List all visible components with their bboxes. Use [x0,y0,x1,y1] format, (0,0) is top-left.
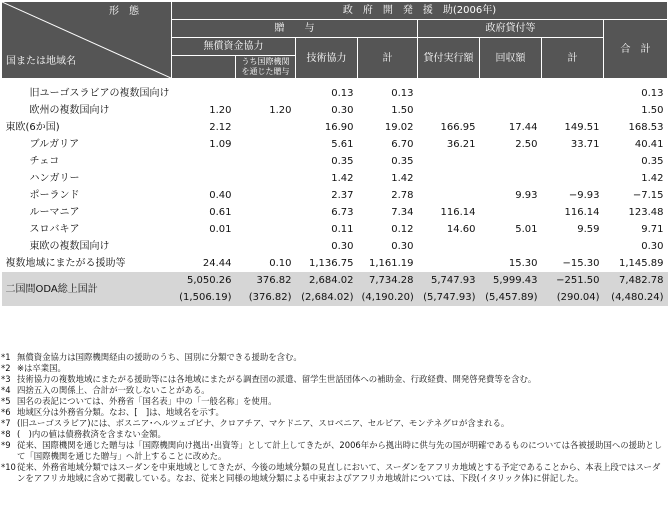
region-label: 国または地域名 [6,56,76,67]
total-cell: (4,190.20) [358,289,418,306]
table-cell: 5.61 [296,136,358,153]
table-cell: 0.13 [358,85,418,102]
table-cell: 2.12 [172,119,236,136]
total-cell: 7,482.78 [604,272,668,289]
table-cell [236,85,296,102]
table-cell [542,170,604,187]
loan-group-header: 政府貸付等 [418,20,604,38]
table-row [2,153,668,170]
row-label: 旧ユーゴスラビアの複数国向け [2,85,172,102]
table-cell: 1.42 [604,170,668,187]
total-cell: (376.82) [236,289,296,306]
table-cell: 6.73 [296,204,358,221]
total-cell: 7,734.28 [358,272,418,289]
footnote-mark: *3 [1,374,11,384]
row-label: ブルガリア [2,136,172,153]
row-label: 東欧の複数国向け [2,238,172,255]
tech-header: 技術協力 [296,38,358,79]
table-cell: 1.20 [172,102,236,119]
table-cell: 19.02 [358,119,418,136]
table-cell [542,238,604,255]
footnote-mark: *7 [1,418,11,428]
table-cell: 0.11 [296,221,358,238]
table-title: 政 府 開 発 援 助(2006年) [172,2,668,20]
table-cell: 168.53 [604,119,668,136]
row-label: 東欧(6か国) [2,119,172,136]
table-cell: 0.10 [236,255,296,272]
table-cell: 1.09 [172,136,236,153]
footnote [1,396,665,407]
form-label: 形態 [109,6,149,17]
table-cell: 123.48 [604,204,668,221]
footnote-mark: *4 [1,385,11,395]
table-cell [236,119,296,136]
table-cell [480,170,542,187]
table-cell: 1.50 [604,102,668,119]
row-label: ハンガリー [2,170,172,187]
footnote-text: 地域区分は外務省分類。なお、[ ]は、地域名を示す。 [17,407,224,417]
footnote-text: 従来、外務省地域分類ではスーダンを中東地域としてきたが、今後の地域分類の見直しにおいて、スーダンをアフリカ地域とする予定であることから、本表上段ではスーダンをアフリカ地域に含めて掲載している。なお、従来と同様の地域分類による中東およびアフリカ地域計については、下段(イタリック体)に併記した。 [17,462,661,483]
table-cell: 116.14 [542,204,604,221]
table-cell: 0.13 [296,85,358,102]
table-cell: 0.30 [358,238,418,255]
table-cell [172,238,236,255]
table-cell: 9.59 [542,221,604,238]
table-cell: 0.30 [604,238,668,255]
table-cell: 166.95 [418,119,480,136]
oda-table [1,1,668,306]
total-cell: (5,747.93) [418,289,480,306]
table-cell [236,238,296,255]
recovered-header: 回収額 [480,38,542,79]
table-cell: 2.37 [296,187,358,204]
footnote [1,418,665,429]
total-cell: 2,684.02 [296,272,358,289]
table-row [2,170,668,187]
grant-group-header: 贈 与 [172,20,418,38]
table-cell [236,221,296,238]
footnote-mark: *5 [1,396,11,406]
table-cell [418,153,480,170]
total-cell: (5,457.89) [480,289,542,306]
row-label: ポーランド [2,187,172,204]
total-cell: 5,747.93 [418,272,480,289]
table-cell [542,85,604,102]
table-cell [480,238,542,255]
table-cell: 2.50 [480,136,542,153]
table-cell: 0.30 [296,102,358,119]
table-cell: 17.44 [480,119,542,136]
table-cell: 116.14 [418,204,480,221]
table-cell: 0.35 [604,153,668,170]
total-row-1 [2,272,668,289]
table-row [2,238,668,255]
table-cell [542,153,604,170]
table-cell: 0.01 [172,221,236,238]
table-cell: 149.51 [542,119,604,136]
table-cell: 1,145.89 [604,255,668,272]
table-row [2,119,668,136]
total-cell: −251.50 [542,272,604,289]
table-cell [418,85,480,102]
footnotes [1,352,665,484]
total-cell: (1,506.19) [172,289,236,306]
table-cell [418,255,480,272]
table-cell [236,204,296,221]
footnote-mark: *8 [1,429,11,439]
table-cell: 16.90 [296,119,358,136]
table-cell: 24.44 [172,255,236,272]
footnote [1,462,665,484]
table-cell [172,85,236,102]
table-cell: −7.15 [604,187,668,204]
table-cell: 1.20 [236,102,296,119]
table-cell [172,153,236,170]
footnote [1,352,665,363]
grant-subtotal-header: 計 [358,38,418,79]
footnote-text: 国名の表記については、外務省「国名表」中の「一般名称」を使用。 [17,396,277,406]
table-cell [418,187,480,204]
total-cell: (2,684.02) [296,289,358,306]
footnote-mark: *1 [1,352,11,362]
footnote [1,407,665,418]
table-cell: 1.50 [358,102,418,119]
table-row [2,204,668,221]
table-cell [542,102,604,119]
total-cell: (4,480.24) [604,289,668,306]
footnote [1,429,665,440]
row-label: ルーマニア [2,204,172,221]
table-cell: 1.42 [358,170,418,187]
total-label: 二国間ODA総上国計 [2,272,172,306]
table-cell: 0.35 [358,153,418,170]
table-cell: 0.13 [604,85,668,102]
table-cell: 40.41 [604,136,668,153]
footnote-text: ※は卒業国。 [17,363,66,373]
footnote-mark: *9 [1,440,11,450]
row-label: スロバキア [2,221,172,238]
disbursed-header: 貸付実行額 [418,38,480,79]
table-row [2,221,668,238]
total-cell: 376.82 [236,272,296,289]
table-row [2,187,668,204]
table-cell [480,204,542,221]
table-cell [236,153,296,170]
loan-subtotal-header: 計 [542,38,604,79]
table-cell: 0.12 [358,221,418,238]
table-cell [480,102,542,119]
table-row [2,136,668,153]
row-label: チェコ [2,153,172,170]
footnote-text: 技術協力の複数地域にまたがる援助等には各地域にまたがる調査団の派遣、留学生世話団体への補助金、行政経費、開発啓発費等を含む。 [17,374,537,384]
table-cell [236,170,296,187]
table-cell: 15.30 [480,255,542,272]
table-cell: 0.61 [172,204,236,221]
footnote-mark: *10 [1,462,16,472]
table-cell: 7.34 [358,204,418,221]
total-cell: 5,999.43 [480,272,542,289]
table-cell: 33.71 [542,136,604,153]
footnote [1,374,665,385]
table-cell [418,238,480,255]
table-cell [480,153,542,170]
total-cell: 5,050.26 [172,272,236,289]
table-cell: 0.40 [172,187,236,204]
via-intl-header: うち国際機関を通じた贈与 [236,56,296,79]
footnote-text: (旧ユーゴスラビア)には、ボスニア･ヘルツェゴビナ、クロアチア、マケドニア、スロベニア、セルビア、モンテネグロが含まれる。 [17,418,510,428]
table-cell: 0.30 [296,238,358,255]
table-row [2,85,668,102]
footnote [1,363,665,374]
header-row-1 [2,2,668,20]
footnote-mark: *2 [1,363,11,373]
table-cell [236,187,296,204]
row-label: 複数地域にまたがる援助等 [2,255,172,272]
table-cell: 1,161.19 [358,255,418,272]
footnote-text: 四捨五入の関係上、合計が一致しないことがある。 [17,385,210,395]
table-row [2,255,668,272]
table-cell: 1,136.75 [296,255,358,272]
table-body [2,85,668,272]
free-aid-header: 無償資金協力 [172,38,296,56]
footnote-text: ( )内の値は債務救済を含まない金額。 [17,429,166,439]
table-cell: 6.70 [358,136,418,153]
table-cell [418,170,480,187]
table-cell: −9.93 [542,187,604,204]
header-corner [2,2,172,79]
table-cell [480,85,542,102]
table-cell: 5.01 [480,221,542,238]
grand-total-header: 合 計 [604,20,668,79]
table-cell [236,136,296,153]
total-cell: (290.04) [542,289,604,306]
table-cell: 14.60 [418,221,480,238]
footnote-text: 無償資金協力は国際機関経由の援助のうち、国別に分類できる援助を含む。 [17,352,302,362]
footnote [1,385,665,396]
table-cell: 0.35 [296,153,358,170]
row-label: 欧州の複数国向け [2,102,172,119]
table-cell: 2.78 [358,187,418,204]
footnote [1,440,665,462]
table-cell: −15.30 [542,255,604,272]
table-cell [172,170,236,187]
footnote-mark: *6 [1,407,11,417]
footnote-text: 従来、国際機関を通じた贈与は「国際機関向け拠出･出資等」として計上してきたが、2006年から拠出時に供与先の国が明確であるものについては各被援助国への援助として「国際機関を通じた贈与」へ計上することに改めた。 [17,440,663,461]
table-cell: 1.42 [296,170,358,187]
table-cell: 9.93 [480,187,542,204]
table-cell: 9.71 [604,221,668,238]
table-row [2,102,668,119]
table-cell: 36.21 [418,136,480,153]
table-cell [418,102,480,119]
